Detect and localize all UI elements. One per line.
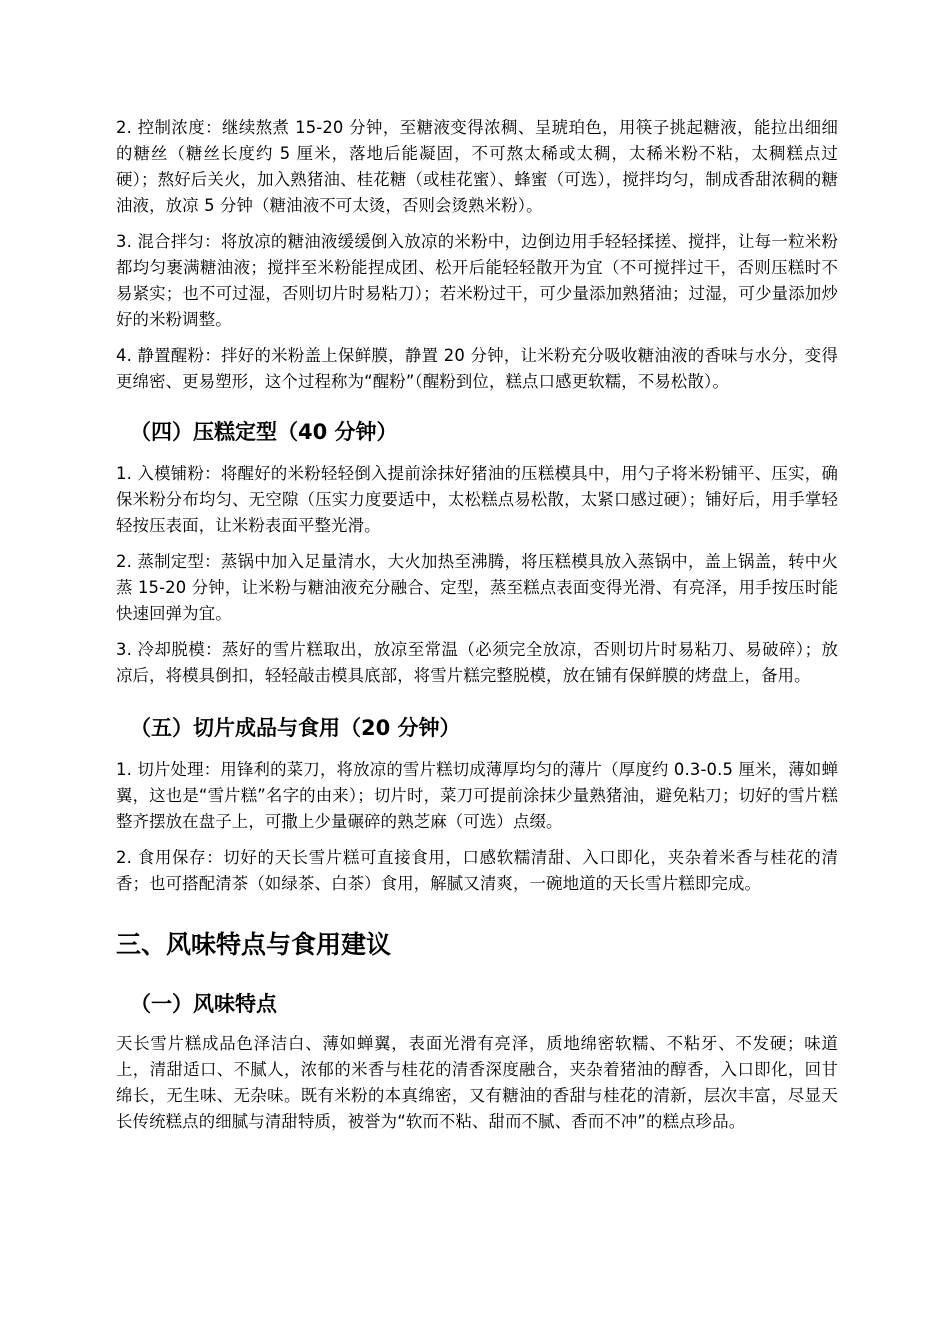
step-fill-mold: 1. 入模铺粉：将醒好的米粉轻轻倒入提前涂抹好猪油的压糕模具中，用勺子将米粉铺平、压实，确保米粉分布均匀、无空隙（压实力度要适中，太松糕点易松散，太紧口感过硬）；铺好后，用手掌轻轻按压表面，让米粉表面平整光滑。 — [116, 464, 838, 535]
step-control-concentration: 2. 控制浓度：继续熬煮 15-20 分钟，至糖液变得浓稠、呈琥珀色，用筷子挑起糖液，能拉出细细的糖丝（糖丝长度约 5 厘米，落地后能凝固，不可熬太稀或太稠，太稀米粉不粘，太稠糕点过硬）；熬好后关火，加入熟猪油、桂花糖（或桂花蜜）、蜂蜜（可选），搅拌均匀，制成香甜浓稠的糖油液，放凉 5 分钟（糖油液不可太烫，否则会烫熟米粉）。 — [116, 118, 838, 215]
step-cool-demold: 3. 冷却脱模：蒸好的雪片糕取出，放凉至常温（必须完全放凉，否则切片时易粘刀、易破碎）；放凉后，将模具倒扣，轻轻敲击模具底部，将雪片糕完整脱模，放在铺有保鲜膜的烤盘上，备用。 — [116, 640, 838, 685]
step-mix: 3. 混合拌匀：将放凉的糖油液缓缓倒入放凉的米粉中，边倒边用手轻轻揉搓、搅拌，让每一粒米粉都均匀裹满糖油液；搅拌至米粉能捏成团、松开后能轻轻散开为宜（不可搅拌过干，否则压糕时不易紧实；也不可过湿，否则切片时易粘刀）；若米粉过干，可少量添加熟猪油；过湿，可少量添加炒好的米粉调整。 — [116, 232, 838, 329]
part-3-heading: 三、风味特点与食用建议 — [116, 930, 392, 959]
step-slice: 1. 切片处理：用锋利的菜刀，将放凉的雪片糕切成薄厚均匀的薄片（厚度约 0.3-0.5 厘米，薄如蝉翼，这也是“雪片糕”名字的由来）；切片时，菜刀可提前涂抹少量熟猪油，避免粘刀；切好的雪片糕整齐摆放在盘子上，可撒上少量碾碎的熟芝麻（可选）点缀。 — [116, 760, 838, 831]
section-4-heading: （四）压糕定型（40 分钟） — [130, 420, 398, 444]
section-5-heading: （五）切片成品与食用（20 分钟） — [130, 716, 461, 740]
step-steam: 2. 蒸制定型：蒸锅中加入足量清水，大火加热至沸腾，将压糕模具放入蒸锅中，盖上锅盖，转中火蒸 15-20 分钟，让米粉与糖油液充分融合、定型，蒸至糕点表面变得光滑、有亮泽，用手按压时能快速回弹为宜。 — [116, 552, 838, 623]
step-serve: 2. 食用保存：切好的天长雪片糕可直接食用，口感软糯清甜、入口即化，夹杂着米香与桂花的清香；也可搭配清茶（如绿茶、白茶）食用，解腻又清爽，一碗地道的天长雪片糕即完成。 — [116, 848, 838, 893]
flavor-heading: （一）风味特点 — [130, 992, 277, 1016]
step-rest-powder: 4. 静置醒粉：拌好的米粉盖上保鲜膜，静置 20 分钟，让米粉充分吸收糖油液的香味与水分，变得更绵密、更易塑形，这个过程称为“醒粉”（醒粉到位，糕点口感更软糯，不易松散）。 — [116, 346, 838, 391]
flavor-paragraph: 天长雪片糕成品色泽洁白、薄如蝉翼，表面光滑有亮泽，质地绵密软糯、不粘牙、不发硬；味道上，清甜适口、不腻人，浓郁的米香与桂花的清香深度融合，夹杂着猪油的醇香，入口即化，回甘绵长，无生味、无杂味。既有米粉的本真绵密，又有糖油的香甜与桂花的清新，层次丰富，尽显天长传统糕点的细腻与清甜特质，被誉为“软而不粘、甜而不腻、香而不冲”的糕点珍品。 — [116, 1034, 838, 1131]
